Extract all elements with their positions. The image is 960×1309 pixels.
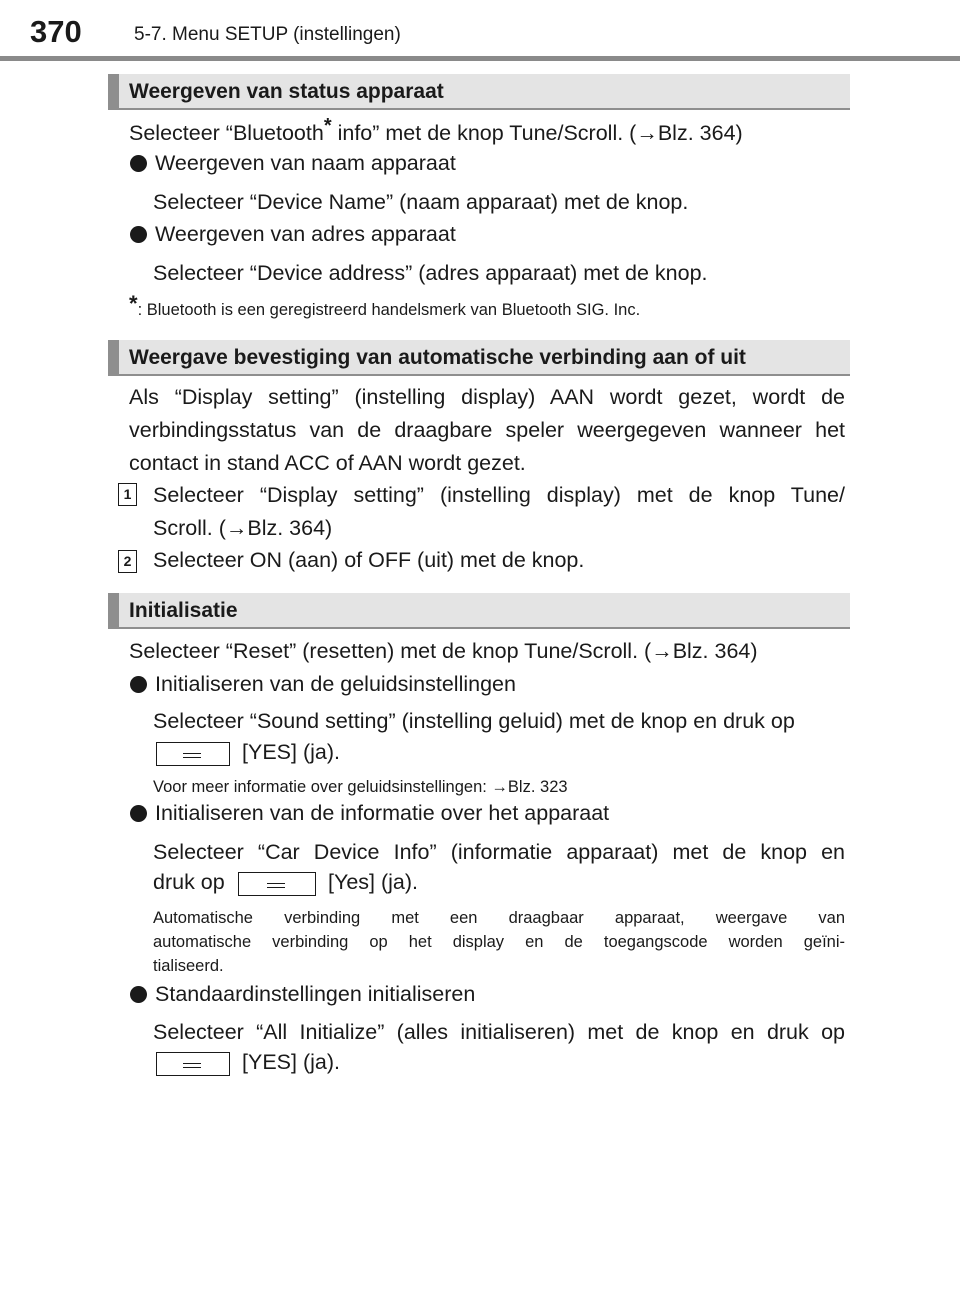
auto-connect-paragraph: Als “Display setting” (instelling display) AAN wordt gezet, wordt de verbindingsstatus van de draagbare speler weergegeven wanneer het contact in stand ACC of AAN wordt gezet. xyxy=(129,385,845,475)
init-bullet-3-line-1: Selecteer “All Initialize” (alles initialiseren) met de knop en druk op xyxy=(153,1020,845,1044)
enter-button-icon xyxy=(156,1052,230,1076)
section-title: 5-7. Menu SETUP (instellingen) xyxy=(134,24,401,45)
enter-button-icon xyxy=(238,872,316,896)
asterisk-mark: * xyxy=(323,115,332,137)
enter-button-icon xyxy=(156,742,230,766)
init-bullet-2-title: Initialiseren van de informatie over het apparaat xyxy=(155,801,610,825)
footnote: *: Bluetooth is een geregistreerd handelsmerk van Bluetooth SIG. Inc. xyxy=(129,291,641,319)
bullet-icon xyxy=(130,226,147,243)
init-bullet-1-title: Initialiseren van de geluidsinstellingen xyxy=(155,672,516,696)
step-2-text: Selecteer ON (aan) of OFF (uit) met de knop. xyxy=(153,548,585,572)
bullet-icon xyxy=(130,676,147,693)
heading-text: Weergeven van status apparaat xyxy=(129,80,444,103)
section-heading-status xyxy=(108,74,850,110)
status-bullet-2-text: Selecteer “Device address” (adres apparaat) met de knop. xyxy=(153,261,708,285)
heading-text: Initialisatie xyxy=(129,599,238,622)
status-bullet-1-text: Selecteer “Device Name” (naam apparaat) met de knop. xyxy=(153,190,689,214)
init-bullet-2-line-1: Selecteer “Car Device Info” (informatie apparaat) met de knop en xyxy=(153,840,845,864)
heading-bar xyxy=(108,74,119,108)
bullet-icon xyxy=(130,805,147,822)
status-intro: Selecteer “Bluetooth* info” met de knop Tune/Scroll. (→Blz. 364) xyxy=(129,115,743,145)
step-1-text: Selecteer “Display setting” (instelling display) met de knop Tune/ Scroll. (→Blz. 364) xyxy=(153,483,845,540)
section-heading-auto-connect xyxy=(108,340,850,376)
heading-text: Weergave bevestiging van automatische verbinding aan of uit xyxy=(129,346,746,369)
init-bullet-2-line-2-suffix: [Yes] (ja). xyxy=(328,870,419,894)
init-bullet-3-title: Standaardinstellingen initialiseren xyxy=(155,982,476,1006)
step-number-2: 2 xyxy=(118,550,137,573)
init-bullet-2-note: Automatische verbinding met een draagbaar apparaat, weergave van automatische verbinding op het display en de toegangscode worden geïni- tialiseerd. xyxy=(153,909,845,975)
init-bullet-3-line-2: [YES] (ja). xyxy=(242,1050,340,1074)
step-number-1: 1 xyxy=(118,483,137,506)
init-bullet-1-note: Voor meer informatie over geluidsinstellingen: →Blz. 323 xyxy=(153,778,568,796)
section-heading-initialisation xyxy=(108,593,850,629)
page-number: 370 xyxy=(30,14,82,49)
heading-bar xyxy=(108,340,119,374)
bullet-icon xyxy=(130,986,147,1003)
heading-bar xyxy=(108,593,119,627)
init-bullet-1-line-2: [YES] (ja). xyxy=(242,740,340,764)
init-bullet-1-line-1: Selecteer “Sound setting” (instelling geluid) met de knop en druk op xyxy=(153,709,795,733)
init-intro: Selecteer “Reset” (resetten) met de knop Tune/Scroll. (→Blz. 364) xyxy=(129,639,758,663)
status-bullet-1-title: Weergeven van naam apparaat xyxy=(155,151,456,175)
status-bullet-2-title: Weergeven van adres apparaat xyxy=(155,222,456,246)
header-rule xyxy=(0,56,960,61)
init-bullet-2-line-2-prefix: druk op xyxy=(153,870,225,894)
bullet-icon xyxy=(130,155,147,172)
